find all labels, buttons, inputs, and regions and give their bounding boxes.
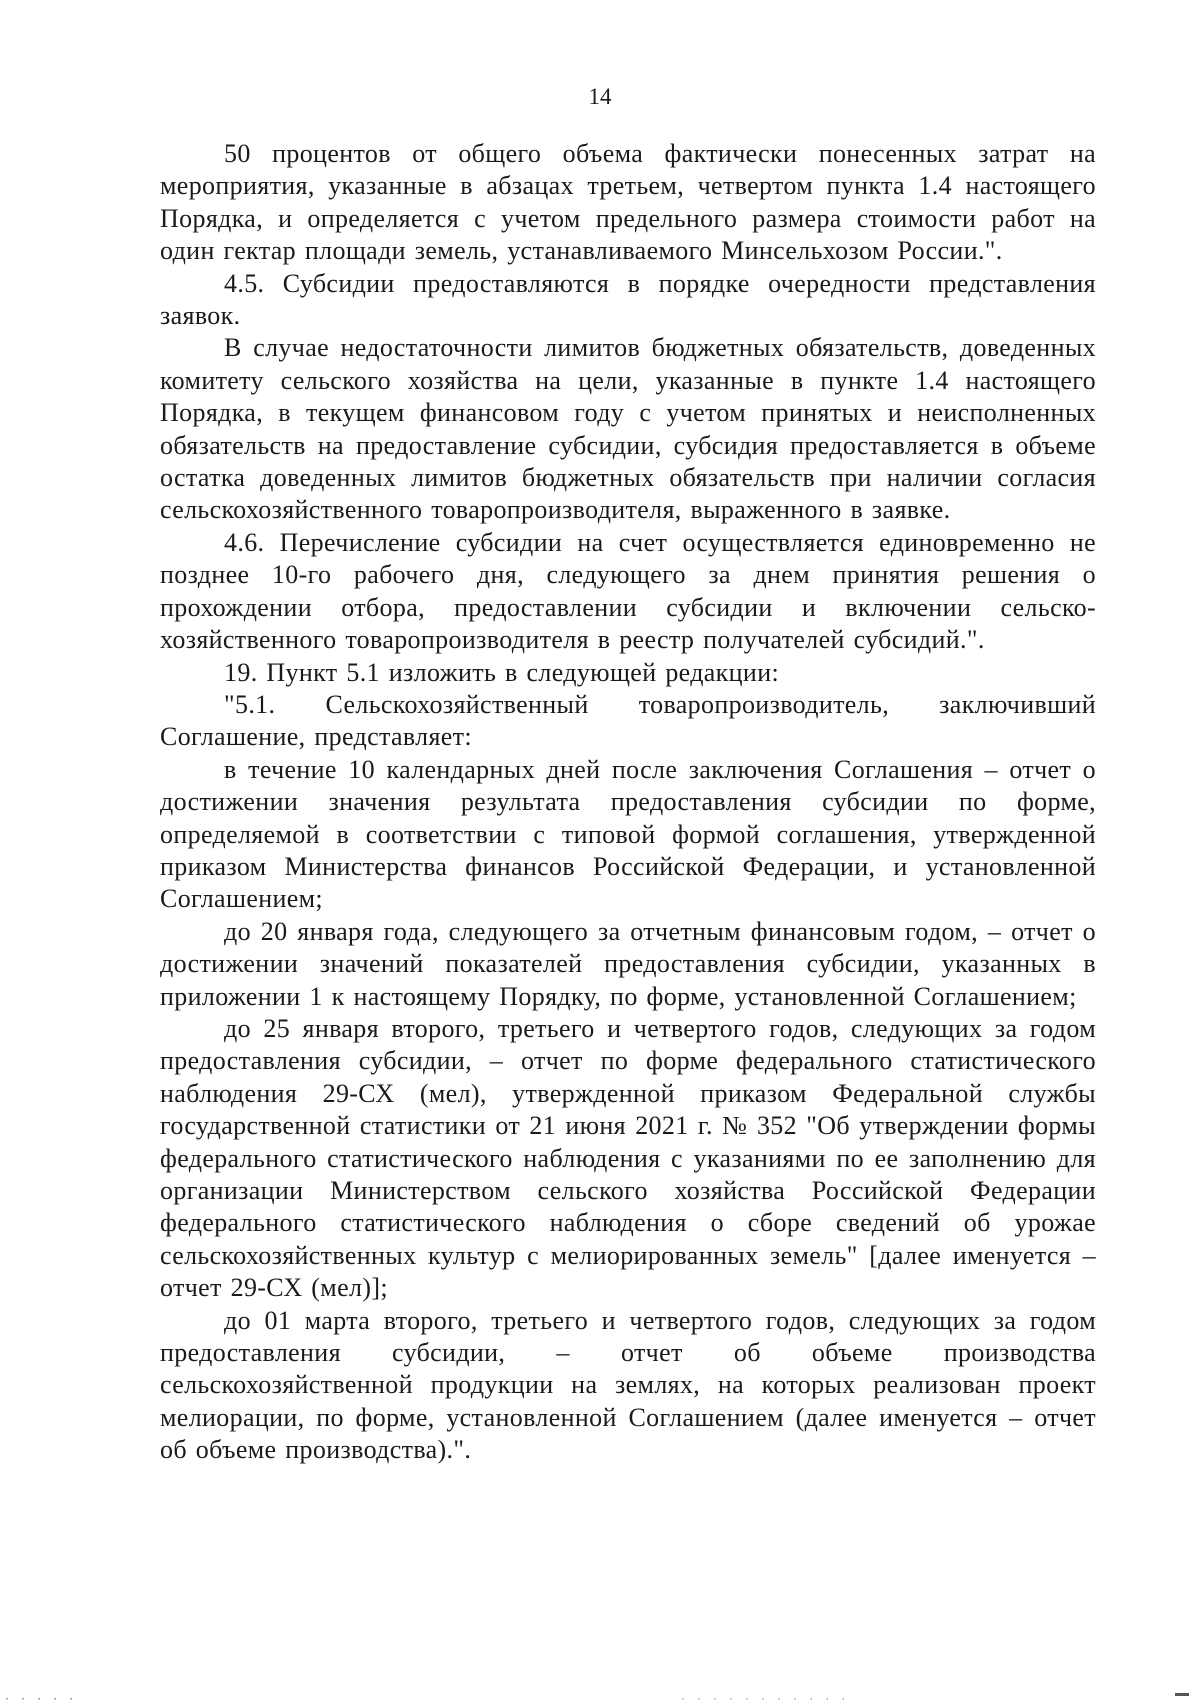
paragraph-4-5: 4.5. Субсидии предоставляются в порядке очередности представления заявок. — [160, 268, 1096, 331]
paragraph-report-march-01: до 01 марта второго, третьего и четвертого годов, следующих за годом предоставления субсидии, – отчет об объеме производства сельскохозяйственной продукции на землях, на которых реализован проект мелиорации, по форме, установленной Соглашением (далее именуется – отчет об объеме производства).". — [160, 1305, 1096, 1465]
paragraph-4-6: 4.6. Перечисление субсидии на счет осуществляется единовременно не позднее 10-го рабочего дня, следующего за днем принятия решения о прохождении отбора, предоставлении субсидии и включении сельско-хозяйственного товаропроизводителя в реестр получателей субсидий.". — [160, 527, 1096, 655]
paragraph-report-10-days: в течение 10 календарных дней после заключения Соглашения – отчет о достижении значения результата предоставления субсидии по форме, определяемой в соответствии с типовой формой соглашения, утвержденной приказом Министерства финансов Российской Федерации, и установленной Соглашением; — [160, 754, 1096, 914]
document-body — [160, 138, 1096, 1467]
paragraph-insufficient-limits: В случае недостаточности лимитов бюджетных обязательств, доведенных комитету сельского хозяйства на цели, указанные в пункте 1.4 настоящего Порядка, в текущем финансовом году с учетом принятых и неисполненных обязательств на предоставление субсидии, субсидия предоставляется в объеме остатка доведенных лимитов бюджетных обязательств при наличии согласия сельскохозяйственного товаропроизводителя, выраженного в заявке. — [160, 333, 1096, 525]
paragraph-report-january-20: до 20 января года, следующего за отчетным финансовым годом, – отчет о достижении значений показателей предоставления субсидии, указанных в приложении 1 к настоящему Порядку, по форме, установленной Соглашением; — [160, 916, 1096, 1011]
scan-artifact-left: · · · · · — [4, 1694, 77, 1705]
paragraph-5-1: "5.1. Сельскохозяйственный товаропроизводитель, заключивший Соглашение, представляет: — [160, 689, 1096, 752]
paragraph-item-19: 19. Пункт 5.1 изложить в следующей редакции: — [224, 657, 780, 687]
scan-artifact-right — [1175, 1693, 1189, 1696]
scan-artifact-bottom: · · · · · · · · · · · — [680, 1694, 849, 1705]
paragraph-report-january-25: до 25 января второго, третьего и четвертого годов, следующих за годом предоставления субсидии, – отчет по форме федерального статистического наблюдения 29-СХ (мел), утвержденной приказом Федеральной службы государственной статистики от 21 июня 2021 г. № 352 "Об утверждении формы федерального статистического наблюдения с указаниями по ее заполнению для организации Министерством сельского хозяйства Российской Федерации федерального статистического наблюдения о сборе сведений об урожае сельскохозяйственных культур с мелиорированных земель" [далее именуется – отчет 29-СХ (мел)]; — [160, 1013, 1096, 1303]
paragraph-subsidy-calculation: 50 процентов от общего объема фактически понесенных затрат на мероприятия, указанные в абзацах третьем, четвертом пункта 1.4 настоящего Порядка, и определяется с учетом предельного размера стоимости работ на один гектар площади земель, устанавливаемого Минсельхозом России.". — [160, 139, 1096, 266]
page-number: 14 — [588, 84, 612, 109]
